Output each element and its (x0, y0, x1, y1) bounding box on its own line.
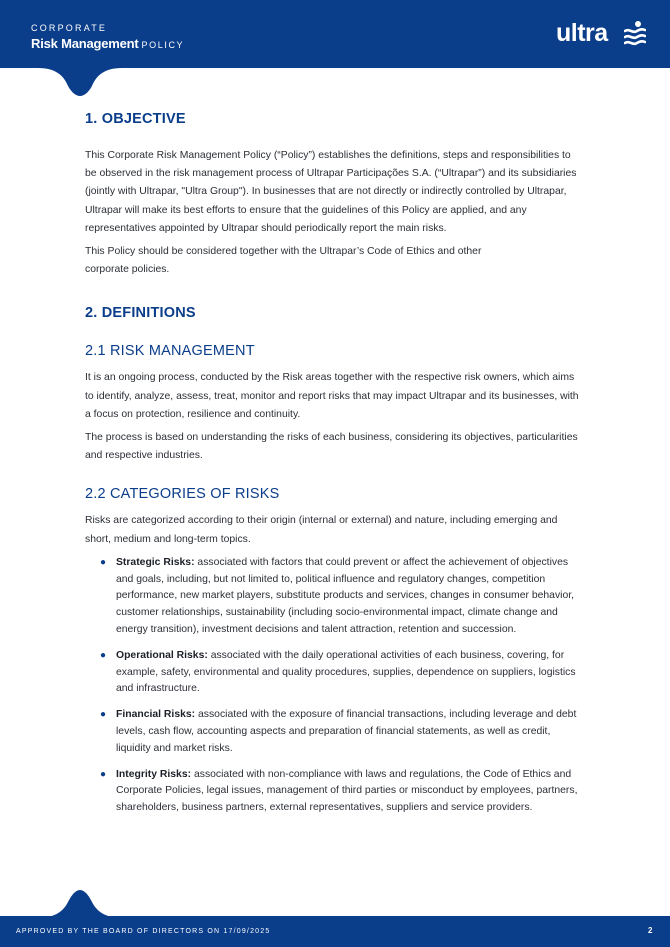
risk-management-paragraph-2: The process is based on understanding the risks of each business, considering its objectives, particularities and respective industries. (85, 432, 578, 462)
section-heading-objective: 1. OBJECTIVE (85, 111, 186, 127)
risk-description: associated with the daily operational activities of each business, covering, for example, safety, environmental and quality procedures, supplies, dependence on suppliers, logistics and infrastructure. (116, 649, 576, 695)
risk-term: Integrity Risks: (116, 768, 192, 780)
objective-paragraph-2: This Policy should be considered together with the Ultrapar’s Code of Ethics and other corporate policies. (85, 246, 482, 276)
risk-description: associated with factors that could prevent or affect the achievement of objectives and goals, including, but not limited to, political influence and regulatory changes, competition performance, new market players, substitute products and services, changes in consumer behavior, customer relationships, sustainability (including socio-environmental impact, climate change and energy transition), investment decisions and talent attraction, retention and succession. (116, 556, 574, 636)
risk-term: Financial Risks: (116, 709, 196, 721)
header-title-suffix: POLICY (141, 40, 185, 50)
page-content (85, 110, 585, 817)
risk-description: associated with non-compliance with laws and regulations, the Code of Ethics and Corporate Policies, legal issues, management of third parties or misconduct by employees, partners, shareholders, business partners, external representatives, suppliers and service providers. (116, 768, 578, 814)
header-kicker: CORPORATE (31, 23, 108, 33)
ultra-logo (556, 20, 648, 50)
bullet-icon: ● (100, 768, 107, 780)
subsection-heading-risk-management: 2.1 RISK MANAGEMENT (85, 343, 255, 360)
header-title-bold: Risk Management (31, 36, 139, 51)
risk-category-financial (85, 707, 585, 757)
risk-term: Strategic Risks: (116, 556, 195, 568)
risk-description: associated with the exposure of financial transactions, including leverage and debt levels, cash flow, accounting aspects and preparation of financial statements, as well as credit, liquidity and market risks. (116, 709, 577, 754)
risk-term: Operational Risks: (116, 649, 208, 661)
risk-management-paragraph-1: It is an ongoing process, conducted by the Risk areas together with the respective risk owners, which aims to identify, analyze, assess, treat, monitor and report risks that may impact Ultrapar and its businesses, with a focus on protection, resilience and continuity. (85, 372, 579, 420)
objective-paragraph-1: This Corporate Risk Management Policy (“Policy”) establishes the definitions, steps and responsibilities to be observed in the risk management process of Ultrapar Participações S.A. (“Ultrapar”) and its subsidiaries (jointly with Ultrapar, "Ultra Group"). In businesses that are not directly or indirectly controlled by Ultrapar, Ultrapar will make its best efforts to ensure that the guidelines of this Policy are applied, and any representatives appointed by Ultrapar should periodically report the main risks. (85, 150, 577, 234)
header-tab-shape (38, 56, 122, 96)
risk-category-integrity (85, 767, 585, 817)
risk-category-operational (85, 648, 585, 698)
footer-approval: APPROVED BY THE BOARD OF DIRECTORS ON 17/09/2025 (16, 928, 271, 935)
footer-tab-shape (38, 890, 122, 918)
section-heading-definitions: 2. DEFINITIONS (85, 305, 196, 322)
risk-category-strategic (85, 555, 585, 639)
categories-intro: Risks are categorized according to their origin (internal or external) and nature, including emerging and short, medium and long-term topics. (85, 515, 558, 545)
subsection-heading-categories: 2.2 CATEGORIES OF RISKS (85, 486, 280, 503)
bullet-icon: ● (100, 649, 107, 661)
bullet-icon: ● (100, 556, 107, 568)
logo-text: ultra (556, 19, 608, 47)
logo-waves-icon (624, 20, 646, 46)
risk-category-list (85, 555, 585, 817)
page-number: 2 (648, 926, 653, 935)
bullet-icon: ● (100, 709, 107, 721)
header-title (31, 36, 184, 53)
